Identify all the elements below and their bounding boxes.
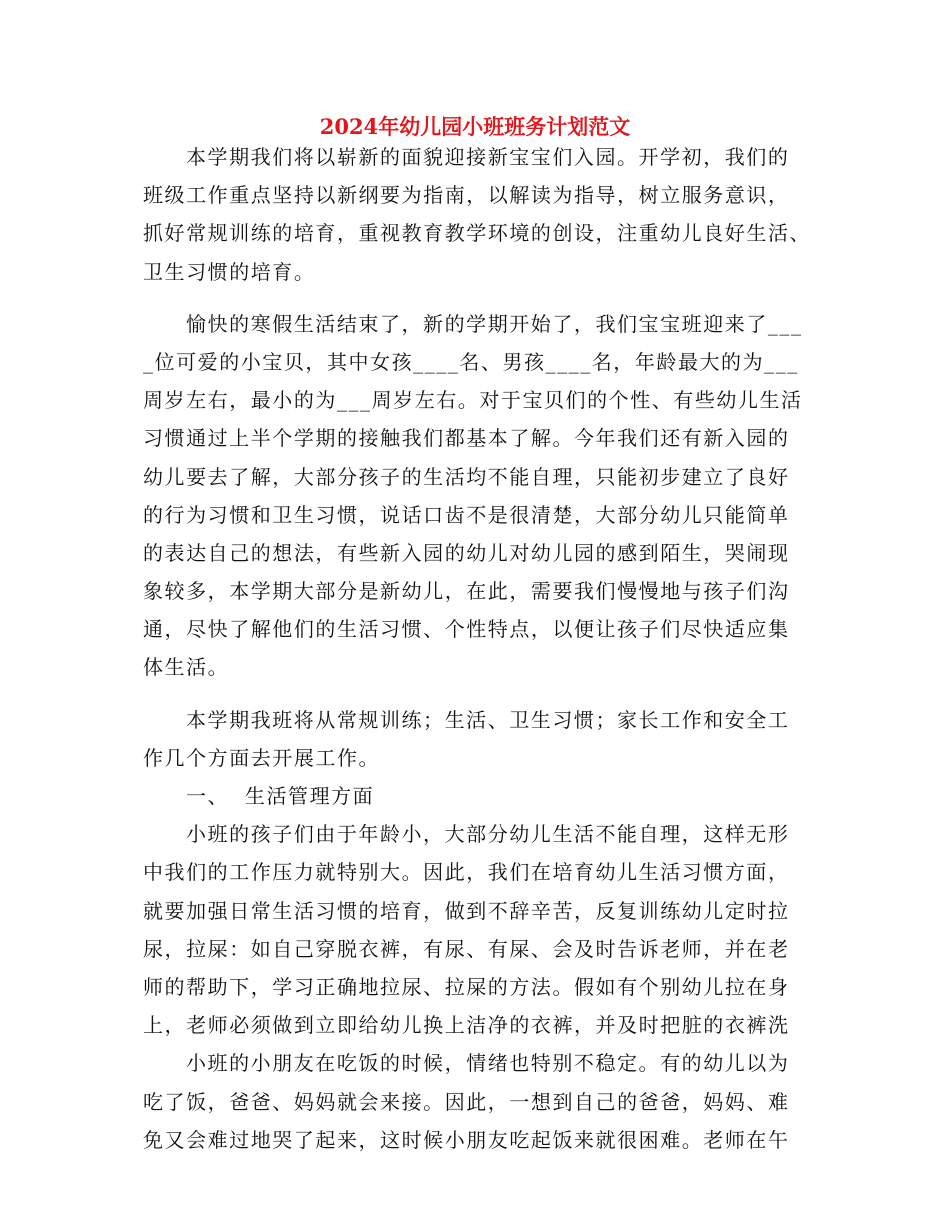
text-line: 作几个方面去开展工作。 xyxy=(143,745,381,770)
text-line: _位可爱的小宝贝，其中女孩____名、男孩____名，年龄最大的为___ xyxy=(143,349,799,374)
text-line: 尿，拉屎：如自己穿脱衣裤，有尿、有屎、会及时告诉老师，并在老 xyxy=(143,936,790,961)
text-line: 本学期我们将以崭新的面貌迎接新宝宝们入园。开学初，我们的 xyxy=(186,145,790,169)
text-line: 的表达自己的想法，有些新入园的幼儿对幼儿园的感到陌生，哭闹现 xyxy=(143,540,790,565)
text-line: 体生活。 xyxy=(143,655,230,680)
text-line: 上，老师必须做到立即给幼儿换上洁净的衣裤，并及时把脏的衣裤洗 xyxy=(143,1013,790,1038)
document-body xyxy=(143,138,813,1197)
section-heading: 一、 生活管理方面 xyxy=(186,784,375,808)
text-line: 愉快的寒假生活结束了，新的学期开始了，我们宝宝班迎来了___ xyxy=(186,311,803,336)
text-line: 班级工作重点坚持以新纲要为指南，以解读为指导，树立服务意识， xyxy=(143,183,790,208)
text-line: 幼儿要去了解，大部分孩子的生活均不能自理，只能初步建立了良好 xyxy=(143,464,790,489)
paragraph-spacer xyxy=(143,687,813,701)
paragraph xyxy=(143,305,813,687)
text-line: 周岁左右，最小的为___周岁左右。对于宝贝们的个性、有些幼儿生活 xyxy=(143,388,803,413)
text-line: 中我们的工作压力就特别大。因此，我们在培育幼儿生活习惯方面， xyxy=(143,860,790,885)
text-line: 象较多，本学期大部分是新幼儿，在此，需要我们慢慢地与孩子们沟 xyxy=(143,579,790,604)
text-line: 小班的小朋友在吃饭的时候，情绪也特别不稳定。有的幼儿以为 xyxy=(186,1051,790,1076)
paragraph-spacer xyxy=(143,291,813,305)
text-line: 通，尽快了解他们的生活习惯、个性特点，以便让孩子们尽快适应集 xyxy=(143,617,790,642)
text-line xyxy=(143,1159,813,1197)
text-line: 吃了饭，爸爸、妈妈就会来接。因此，一想到自己的爸爸，妈妈、难 xyxy=(143,1089,790,1114)
text-line: 师的帮助下，学习正确地拉尿、拉屎的方法。假如有个别幼儿拉在身 xyxy=(143,974,790,999)
text-line: 习惯通过上半个学期的接触我们都基本了解。今年我们还有新入园的 xyxy=(143,426,790,451)
text-line: 免又会难过地哭了起来，这时候小朋友吃起饭来就很困难。老师在午 xyxy=(143,1127,790,1152)
text-line: 卫生习惯的培育。 xyxy=(143,259,316,284)
paragraph xyxy=(143,138,813,291)
text-line: 的行为习惯和卫生习惯，说话口齿不是很清楚，大部分幼儿只能简单 xyxy=(143,502,790,527)
document-title: 2024年幼儿园小班班务计划范文 xyxy=(319,114,631,139)
text-line: 本学期我班将从常规训练；生活、卫生习惯；家长工作和安全工 xyxy=(186,707,790,732)
paragraph xyxy=(143,701,813,777)
text-line: 就要加强日常生活习惯的培育，做到不辞辛苦，反复训练幼儿定时拉 xyxy=(143,898,790,923)
section xyxy=(143,777,813,1197)
text-line: 小班的孩子们由于年龄小，大部分幼儿生活不能自理，这样无形 xyxy=(186,822,790,847)
text-line: 抓好常规训练的培育，重视教育教学环境的创设，注重幼儿良好生活、 xyxy=(143,221,812,246)
